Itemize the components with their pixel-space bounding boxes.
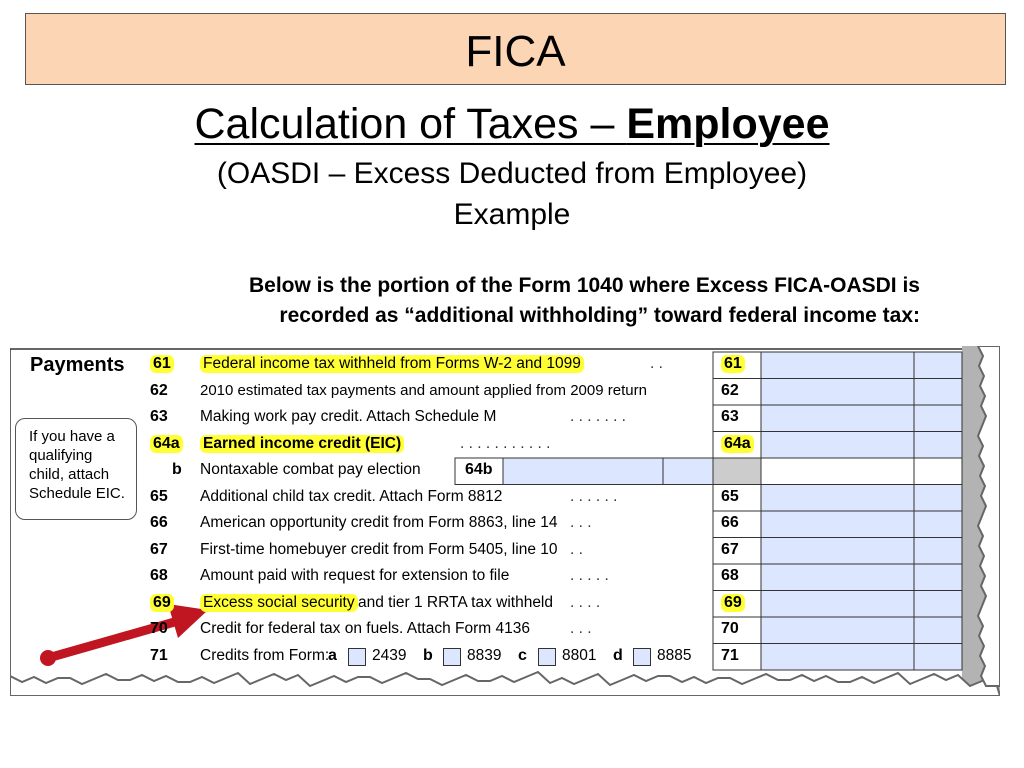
line-text: Amount paid with request for extension to file	[200, 567, 510, 584]
credit-form-letter: c	[518, 646, 527, 664]
amount-field-blank	[761, 458, 914, 485]
credit-form-letter: d	[613, 646, 623, 664]
leader-dots: . . .	[570, 514, 592, 531]
checkbox-icon[interactable]	[633, 648, 651, 666]
line-number: 67	[150, 540, 168, 558]
line-text: Federal income tax withheld from Forms W-2 and 1099	[200, 355, 584, 373]
checkbox-icon[interactable]	[348, 648, 366, 666]
subheading: (OASDI – Excess Deducted from Employee)	[216, 157, 808, 190]
example-label: Example	[453, 198, 571, 231]
line-text: Nontaxable combat pay election	[200, 461, 421, 478]
amount-field	[761, 644, 914, 671]
line-ref-label: 68	[721, 567, 739, 584]
cents-field	[914, 485, 962, 512]
line-ref-label: 70	[721, 620, 739, 637]
heading-bold-text: Employee	[626, 100, 830, 148]
note-paragraph	[40, 271, 920, 331]
sidebar-note-line: child, attach	[29, 466, 110, 483]
cents-field	[914, 511, 962, 538]
checkbox-icon[interactable]	[443, 648, 461, 666]
leader-dots: . . . . .	[570, 567, 609, 584]
amount-field	[761, 617, 914, 644]
line-number: 65	[150, 487, 168, 505]
sidebar-note-line: Schedule EIC.	[29, 485, 125, 502]
line-number: 61	[150, 355, 174, 373]
amount-field	[761, 405, 914, 432]
cents-field	[914, 538, 962, 565]
line-text: Credit for federal tax on fuels. Attach Form 4136	[200, 620, 530, 637]
line-text: 2010 estimated tax payments and amount applied from 2009 return	[200, 381, 647, 399]
leader-dots: . . .	[570, 620, 592, 637]
line-number: 68	[150, 567, 168, 584]
line-number: 63	[150, 408, 168, 425]
line-ref-label: 65	[721, 487, 739, 505]
sidebar-note-line: qualifying	[29, 447, 93, 464]
ref-box-shaded	[713, 458, 761, 485]
line-text: Earned income credit (EIC)	[200, 435, 404, 453]
line-number: 70	[150, 620, 168, 637]
leader-dots: . .	[570, 540, 583, 558]
line-text: American opportunity credit from Form 8863, line 14	[200, 514, 558, 531]
line-text-highlighted: Excess social security	[200, 594, 358, 612]
cents-field	[914, 379, 962, 406]
amount-field	[761, 591, 914, 618]
slide-heading	[0, 100, 1024, 148]
line-ref-label: 66	[721, 514, 739, 531]
credit-form-number: 8839	[467, 646, 502, 664]
line-ref-label: 69	[721, 594, 745, 612]
line-ref-label: 67	[721, 540, 739, 558]
note-line-1: Below is the portion of the Form 1040 where Excess FICA-OASDI is	[249, 274, 920, 297]
amount-field	[761, 352, 914, 379]
cents-field	[914, 564, 962, 591]
credit-form-letter: b	[423, 646, 433, 664]
line-text: Credits from Form:	[200, 646, 330, 664]
leader-dots: . . . . . . .	[570, 408, 626, 425]
amount-field	[761, 432, 914, 459]
line-number: 71	[150, 646, 168, 664]
amount-field	[761, 511, 914, 538]
cents-field-64b	[663, 458, 713, 485]
line-ref-label: 62	[721, 381, 739, 399]
line-ref-label: 64a	[721, 435, 754, 453]
line-number: 69	[150, 594, 174, 612]
amount-field	[761, 538, 914, 565]
leader-dots: . . . . . . . . . . .	[460, 434, 551, 452]
line-ref-label: 63	[721, 408, 739, 425]
line-text: First-time homebuyer credit from Form 5405, line 10	[200, 540, 558, 558]
credit-form-number: 8885	[657, 646, 692, 664]
cents-field	[914, 644, 962, 671]
amount-field	[761, 379, 914, 406]
cents-field	[914, 405, 962, 432]
line-number: b	[172, 461, 182, 478]
form-1040-excerpt	[10, 346, 1000, 696]
line-text: and tier 1 RRTA tax withheld	[358, 593, 553, 611]
credit-form-letter: a	[328, 646, 337, 664]
cents-field	[914, 352, 962, 379]
slide-title: FICA	[465, 27, 566, 76]
credit-form-number: 8801	[562, 646, 597, 664]
cents-field	[914, 591, 962, 618]
heading-underlined	[195, 100, 830, 148]
line-ref-label: 71	[721, 646, 739, 664]
line-number: 62	[150, 381, 168, 399]
cents-field-blank	[914, 458, 962, 485]
title-banner	[25, 13, 1006, 85]
credit-form-number: 2439	[372, 646, 407, 664]
amount-field	[761, 564, 914, 591]
cents-field	[914, 432, 962, 459]
line-text: Additional child tax credit. Attach Form 8812	[200, 487, 503, 505]
heading-text: Calculation of Taxes –	[194, 100, 627, 148]
line-text: Making work pay credit. Attach Schedule M	[200, 408, 497, 425]
leader-dots: . . . . . .	[570, 487, 618, 505]
checkbox-icon[interactable]	[538, 648, 556, 666]
leader-dots: . . . .	[570, 593, 601, 611]
line-ref-label: 64b	[465, 461, 493, 478]
section-label: Payments	[30, 354, 125, 376]
note-line-2: recorded as “additional withholding” toward federal income tax:	[279, 304, 920, 327]
amount-field-64b	[503, 458, 663, 485]
line-number: 66	[150, 514, 168, 531]
torn-edge	[10, 672, 1000, 696]
sidebar-note-line: If you have a	[29, 428, 115, 445]
red-arrow-icon	[40, 604, 208, 666]
line-ref-label: 61	[721, 355, 745, 373]
cents-field	[914, 617, 962, 644]
leader-dots: . .	[650, 355, 663, 372]
line-number: 64a	[150, 435, 183, 453]
amount-field	[761, 485, 914, 512]
